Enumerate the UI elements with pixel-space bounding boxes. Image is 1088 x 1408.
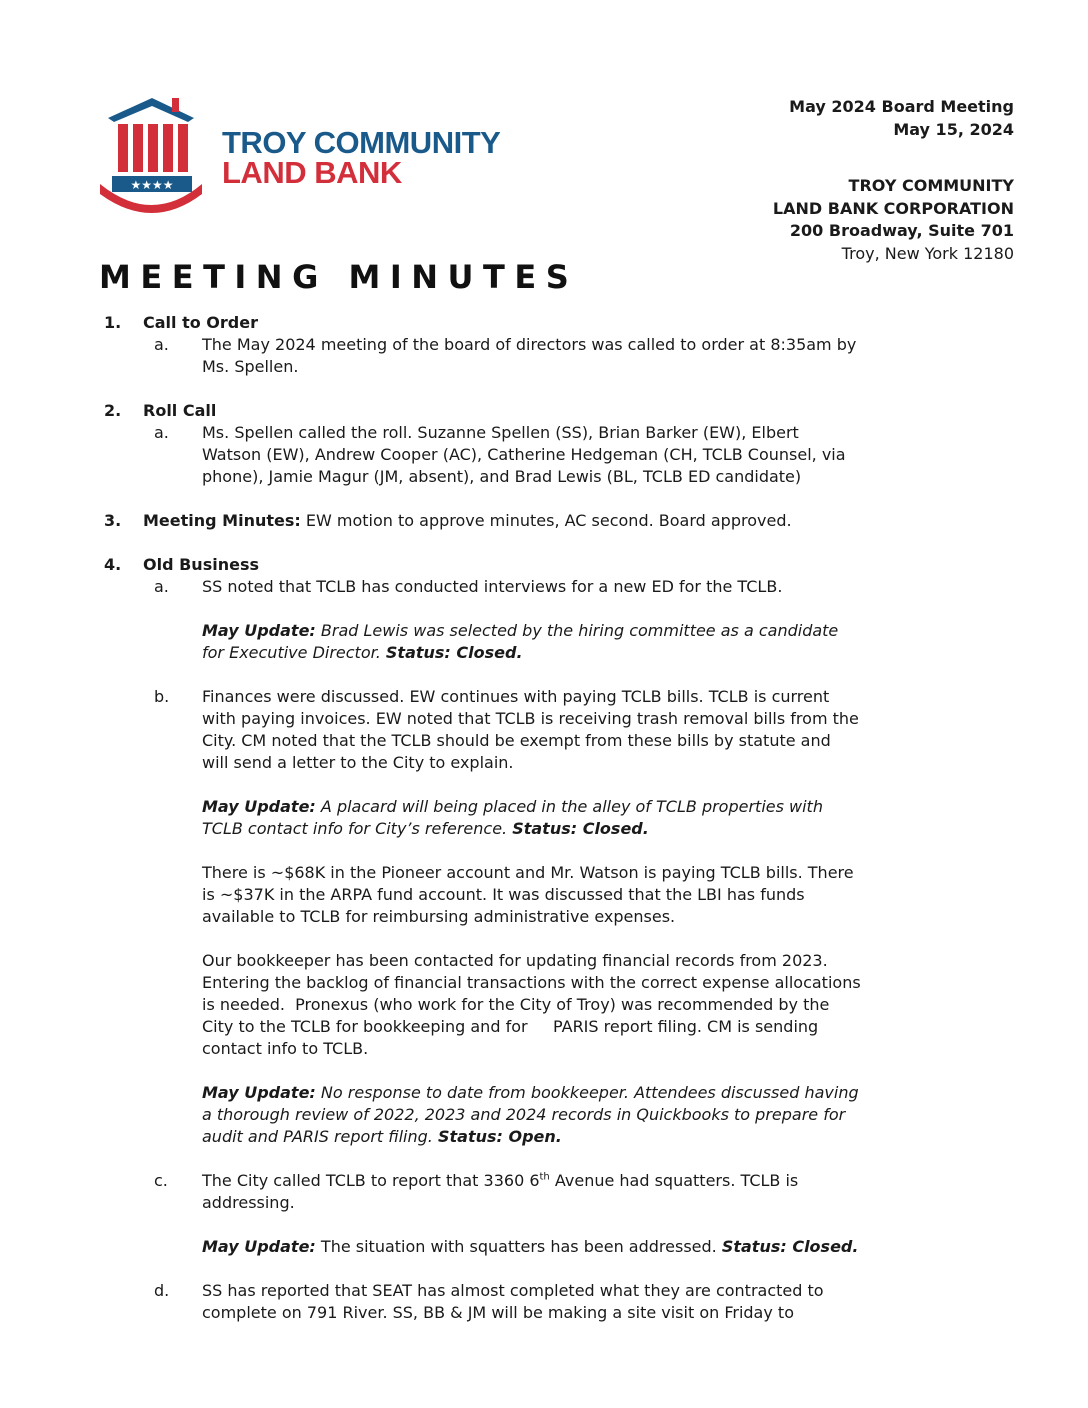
may-update: [202, 796, 862, 840]
section-old-business: [0, 554, 1088, 1324]
logo-name-line1: TROY COMMUNITY: [222, 125, 501, 160]
status-text: Status: Closed.: [512, 819, 649, 838]
logo: [98, 96, 508, 220]
minutes-body: [0, 312, 1088, 1346]
status-text: Status: Closed.: [721, 1237, 859, 1256]
list-item: [143, 576, 862, 664]
section-heading: Roll Call: [143, 401, 217, 420]
org-name-line1: TROY COMMUNITY: [848, 176, 1014, 195]
svg-text:★★★★: ★★★★: [130, 178, 174, 192]
status-text: Status: Open.: [437, 1127, 562, 1146]
item-text-part: Avenue had squatters. TCLB is addressing.: [202, 1171, 799, 1212]
section-number: 1.: [104, 313, 122, 332]
update-text: A placard will being placed in the alley of TCLB properties with TCLB contact info for City’s reference.: [202, 797, 823, 838]
item-text: SS has reported that SEAT has almost completed what they are contracted to complete on 791 River. SS, BB & JM will be making a site visit on Friday to: [202, 1281, 824, 1322]
item-letter: b.: [154, 687, 170, 706]
may-update: [202, 1236, 862, 1258]
section-heading: Old Business: [143, 555, 259, 574]
update-label: May Update:: [202, 797, 316, 816]
item-letter: a.: [154, 335, 169, 354]
section-text: EW motion to approve minutes, AC second. Board approved.: [300, 511, 792, 530]
item-text: The May 2024 meeting of the board of directors was called to order at 8:35am by Ms. Spellen.: [202, 335, 857, 376]
item-paragraph: There is ~$68K in the Pioneer account and Mr. Watson is paying TCLB bills. There is ~$37K in the ARPA fund account. It was discussed that the LBI has funds available to TCLB for reimbursing administrative expenses.: [202, 863, 854, 926]
section-number: 3.: [104, 511, 122, 530]
meeting-name: May 2024 Board Meeting: [789, 97, 1014, 116]
list-item: [143, 1170, 862, 1258]
logo-name-line2: LAND BANK: [222, 155, 402, 190]
section-call-to-order: [0, 312, 1088, 378]
update-text: No response to date from bookkeeper. Attendees discussed having a thorough review of 2022, 2023 and 2024 records in Quickbooks to prepare for audit and PARIS report filing.: [202, 1083, 859, 1146]
item-letter: a.: [154, 423, 169, 442]
ordinal-suffix: th: [539, 1171, 550, 1183]
section-heading: Meeting Minutes:: [143, 511, 301, 530]
item-letter: a.: [154, 577, 169, 596]
item-letter: c.: [154, 1171, 168, 1190]
land-bank-emblem-icon: [98, 96, 206, 220]
item-letter: d.: [154, 1281, 170, 1300]
section-heading: Call to Order: [143, 313, 258, 332]
update-label: May Update:: [202, 1083, 316, 1102]
meeting-date: May 15, 2024: [893, 119, 1014, 139]
may-update: [202, 1082, 862, 1148]
org-address-line2: Troy, New York 12180: [841, 243, 1014, 263]
item-text: [202, 1170, 862, 1214]
item-text: Ms. Spellen called the roll. Suzanne Spellen (SS), Brian Barker (EW), Elbert Watson (EW), Andrew Cooper (AC), Catherine Hedgeman (CH, TCLB Counsel, via phone), Jamie Magur (JM, absent), and Brad Lewis (BL, TCLB ED candidate): [202, 423, 846, 486]
section-number: 2.: [104, 401, 122, 420]
org-address-line1: 200 Broadway, Suite 701: [789, 221, 1014, 240]
header-block: [773, 96, 1014, 265]
update-text: Brad Lewis was selected by the hiring committee as a candidate for Executive Director.: [202, 621, 839, 662]
list-item: [143, 422, 862, 488]
item-text: Finances were discussed. EW continues with paying TCLB bills. TCLB is current with paying invoices. EW noted that TCLB is receiving trash removal bills from the City. CM noted that the TCLB should be exempt from these bills by statute and will send a letter to the City to explain.: [202, 687, 859, 772]
update-text: The situation with squatters has been addressed.: [315, 1237, 722, 1256]
section-meeting-minutes: [0, 510, 1088, 532]
item-paragraph: Our bookkeeper has been contacted for updating financial records from 2023. Entering the backlog of financial transactions with the correct expense allocations is needed. Pronexus (who work for the City of Troy) was recommended by the City to the TCLB for bookkeeping and for PARIS report filing. CM is sending contact info to TCLB.: [202, 951, 866, 1058]
org-name-line2: LAND BANK CORPORATION: [772, 198, 1014, 218]
page-title: MEETING MINUTES: [99, 258, 579, 296]
may-update: [202, 620, 862, 664]
status-text: Status: Closed.: [385, 643, 523, 662]
update-label: May Update:: [202, 1237, 316, 1256]
item-text-part: The City called TCLB to report that 3360 6: [202, 1171, 540, 1190]
update-label: May Update:: [202, 621, 316, 640]
section-roll-call: [0, 400, 1088, 488]
list-item: [143, 686, 866, 1148]
list-item: [143, 334, 862, 378]
section-number: 4.: [104, 555, 122, 574]
list-item: [143, 1280, 862, 1324]
item-text: SS noted that TCLB has conducted interviews for a new ED for the TCLB.: [202, 577, 783, 596]
